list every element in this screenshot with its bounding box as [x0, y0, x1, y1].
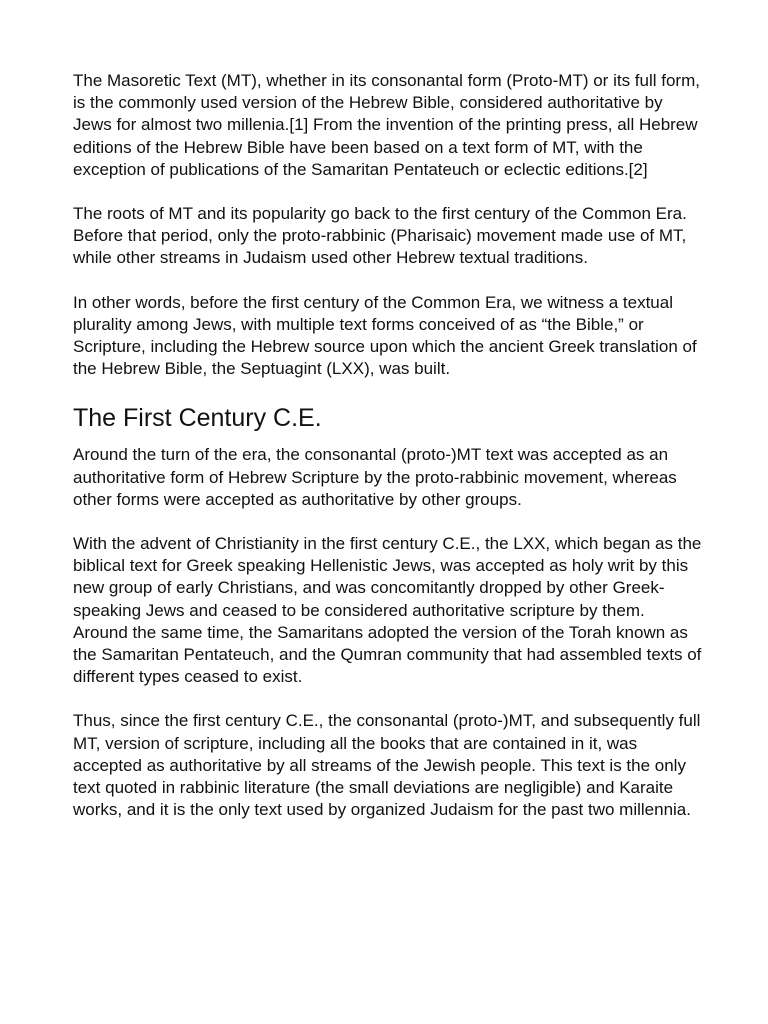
paragraph-masoretic-text-intro: The Masoretic Text (MT), whether in its consonantal form (Proto-MT) or its full form, is the commonly used version of the Hebrew Bible, considered authoritative by Jews for almost two millenia.[1] From the invention of the printing press, all Hebrew editions of the Hebrew Bible have been based on a text form of MT, with the exception of publications of the Samaritan Pentateuch or eclectic editions.[2]	[73, 71, 700, 179]
paragraph-textual-plurality: In other words, before the first century of the Common Era, we witness a textual plurality among Jews, with multiple text forms conceived of as “the Bible,” or Scripture, including the Hebrew source upon which the ancient Greek translation of the Hebrew Bible, the Septuagint (LXX), was built.	[73, 292, 697, 379]
paragraph-roots-of-mt: The roots of MT and its popularity go back to the first century of the Common Era. Before that period, only the proto-rabbinic (Pharisaic) movement made use of MT, while other streams in Judaism used other Hebrew textual traditions.	[73, 204, 687, 268]
paragraph-advent-of-christianity: With the advent of Christianity in the first century C.E., the LXX, which began as the biblical text for Greek speaking Hellenistic Jews, was accepted as holy writ by this new group of early Christians, and was concomitantly dropped by other Greek-speaking Jews and ceased to be considered authoritative scripture by them. Around the same time, the Samaritans adopted the version of the Torah known as the Samaritan Pentateuch, and the Qumran community that had assembled texts of different types ceased to exist.	[73, 534, 702, 687]
paragraph-turn-of-era: Around the turn of the era, the consonantal (proto-)MT text was accepted as an authoritative form of Hebrew Scripture by the proto-rabbinic movement, whereas other forms were accepted as authoritative by other groups.	[73, 445, 677, 509]
document-body	[73, 70, 703, 843]
paragraph-accepted-by-all-streams: Thus, since the first century C.E., the consonantal (proto-)MT, and subsequently full MT, version of scripture, including all the books that are contained in it, was accepted as authoritative by all streams of the Jewish people. This text is the only text quoted in rabbinic literature (the small deviations are negligible) and Karaite works, and it is the only text used by organized Judaism for the past two millennia.	[73, 711, 701, 820]
section-heading-first-century: The First Century C.E.	[73, 404, 322, 433]
